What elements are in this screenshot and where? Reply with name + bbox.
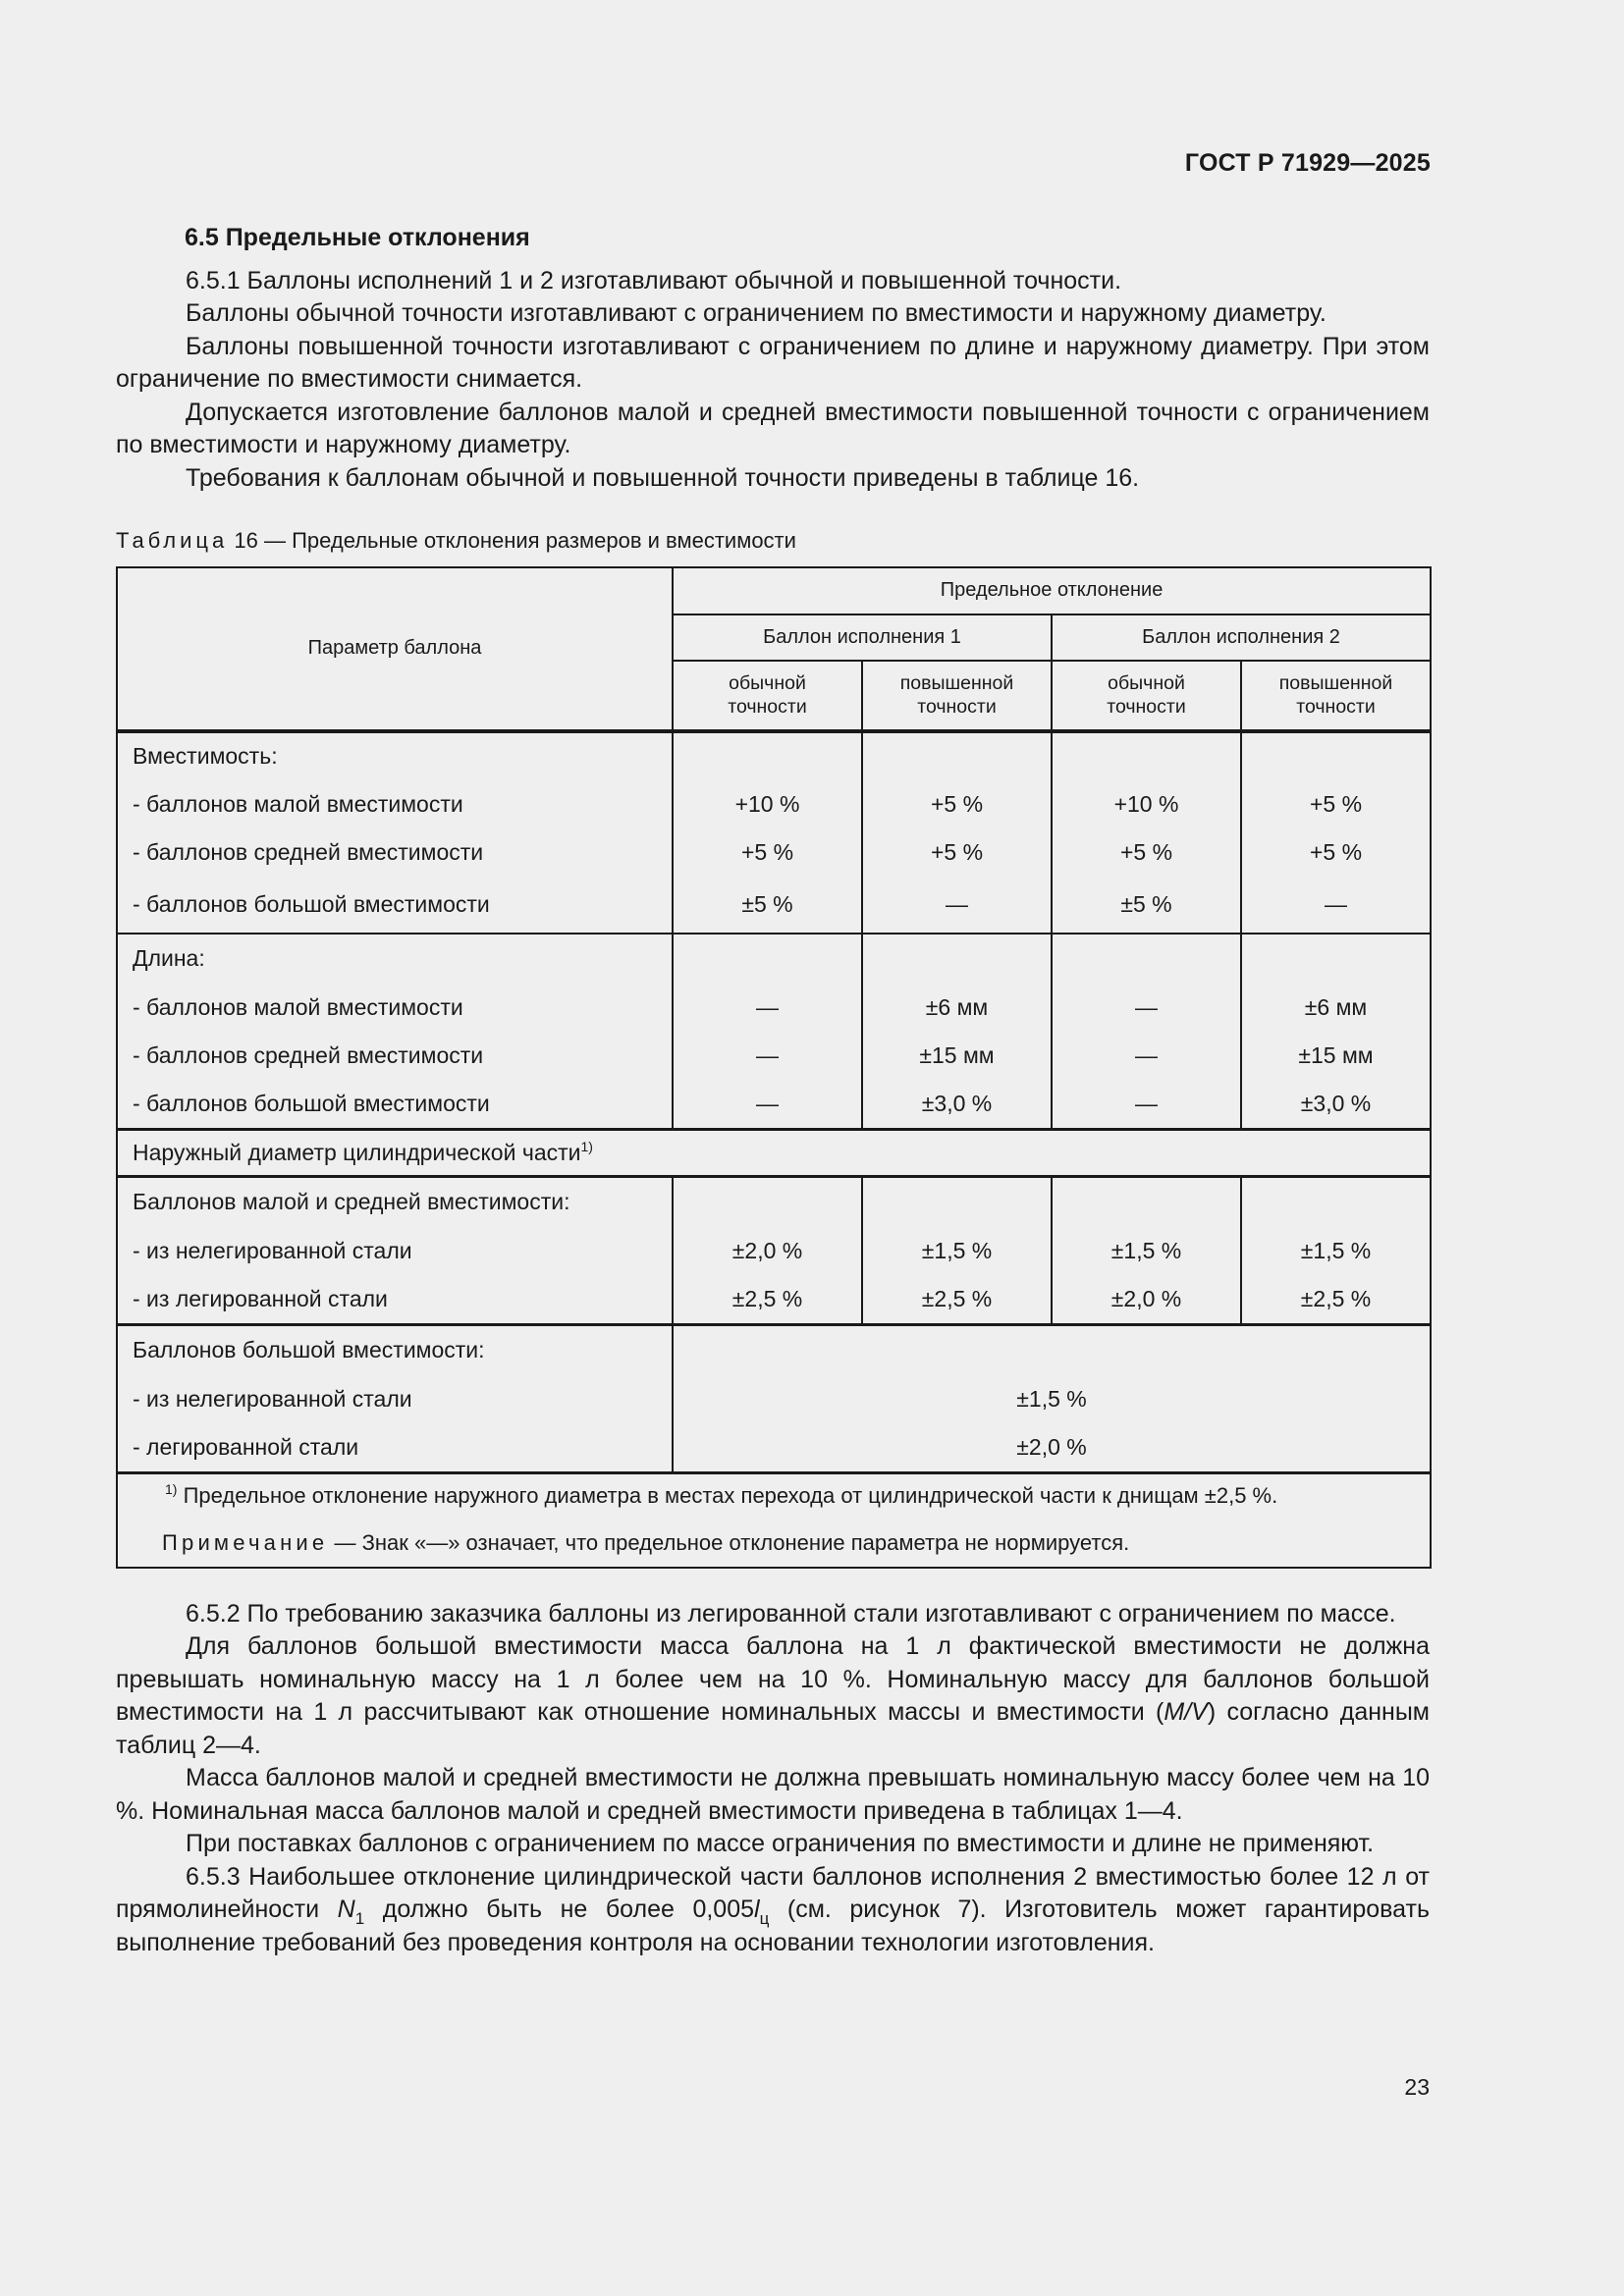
length-col2: ±6 мм ±15 мм ±3,0 % bbox=[862, 934, 1052, 1130]
paragraph: Баллоны повышенной точности изготавливают с ограничением по длине и наружному диаметру. При этом ограничение по вместимости снимается. bbox=[116, 332, 1430, 393]
paragraph: Допускается изготовление баллонов малой и средней вместимости повышенной точности с ограничением по вместимости и наружному диаметру. bbox=[116, 398, 1430, 458]
small-mid-col1: ±2,0 % ±2,5 % bbox=[673, 1176, 862, 1324]
length-col4: ±6 мм ±15 мм ±3,0 % bbox=[1241, 934, 1431, 1130]
capacity-col3: +10 % +5 % ±5 % bbox=[1052, 731, 1241, 934]
small-mid-col2: ±1,5 % ±2,5 % bbox=[862, 1176, 1052, 1324]
header-param: Параметр баллона bbox=[117, 567, 673, 731]
small-mid-col3: ±1,5 % ±2,0 % bbox=[1052, 1176, 1241, 1324]
paragraph: Требования к баллонам обычной и повышенной точности приведены в таблице 16. bbox=[186, 463, 1140, 492]
table-notes bbox=[117, 1472, 1431, 1568]
length-col3: — — — bbox=[1052, 934, 1241, 1130]
header-high-1: повышенной точности bbox=[862, 661, 1052, 731]
section-title: 6.5 Предельные отклонения bbox=[185, 224, 530, 251]
paragraph: При поставках баллонов с ограничением по массе ограничения по вместимости и длине не применяют. bbox=[186, 1830, 1375, 1857]
deviation-table bbox=[116, 566, 1432, 1569]
page-content bbox=[116, 222, 1430, 1959]
capacity-col2: +5 % +5 % — bbox=[862, 731, 1052, 934]
length-col1: — — — bbox=[673, 934, 862, 1130]
capacity-col1: +10 % +5 % ±5 % bbox=[673, 731, 862, 934]
group-capacity: Вместимость: - баллонов малой вместимости - баллонов средней вместимости - баллонов большой вместимости bbox=[117, 731, 673, 934]
header-high-2: повышенной точности bbox=[1241, 661, 1431, 731]
page-number: 23 bbox=[1404, 2074, 1430, 2100]
after-table-text bbox=[116, 1598, 1430, 1960]
header-exec2: Баллон исполнения 2 bbox=[1052, 614, 1431, 661]
small-mid-col4: ±1,5 % ±2,5 % bbox=[1241, 1176, 1431, 1324]
document-code: ГОСТ Р 71929—2025 bbox=[1184, 149, 1431, 177]
paragraph: Для баллонов большой вместимости масса баллона на 1 л фактической вместимости не должна превышать номинальную массу на 1 л более чем на 10 %. Номинальную массу для баллонов большой вместимости на 1 л рассчитывают как отношение номинальных массы и вместимости (M/V) согласно данным таблиц 2—4. bbox=[116, 1632, 1430, 1759]
table-footnote: $^{1)}$ Предельное отклонение наружного диаметра в местах перехода от цилиндрической части к днищам ±2,5 %. bbox=[165, 1480, 1278, 1508]
group-small-mid: Баллонов малой и средней вместимости: - из нелегированной стали - из легированной стали bbox=[117, 1176, 673, 1324]
table-caption bbox=[116, 524, 1430, 558]
large-merged: ±1,5 % ±2,0 % bbox=[673, 1324, 1431, 1472]
header-exec1: Баллон исполнения 1 bbox=[673, 614, 1052, 661]
group-large: Баллонов большой вместимости: - из нелегированной стали - легированной стали bbox=[117, 1324, 673, 1472]
paragraph: Масса баллонов малой и средней вместимости не должна превышать номинальную массу более чем на 10 %. Номинальная масса баллонов малой и средней вместимости приведена в таблицах 1—4. bbox=[116, 1764, 1430, 1825]
group-length: Длина: - баллонов малой вместимости - баллонов средней вместимости - баллонов большой вместимости bbox=[117, 934, 673, 1130]
header-normal-1: обычной точности bbox=[673, 661, 862, 731]
table-caption-prefix: Таблица bbox=[116, 528, 229, 553]
paragraph: 6.5.3 Наибольшее отклонение цилиндрической части баллонов исполнения 2 вместимостью более 12 л от прямолинейности $N_1$ должно быть не более $0,005l_ц$ (см. рисунок 7). Изготовитель может гарантировать выполнение требований без проведения контроля на основании технологии изготовления. bbox=[116, 1862, 1431, 1956]
table-caption-text: 16 — Предельные отклонения размеров и вместимости bbox=[228, 528, 796, 553]
header-limit: Предельное отклонение bbox=[673, 567, 1431, 614]
capacity-col4: +5 % +5 % — bbox=[1241, 731, 1431, 934]
header-normal-2: обычной точности bbox=[1052, 661, 1241, 731]
group-diameter-title: Наружный диаметр цилиндрической части$^{1)}$ bbox=[117, 1129, 1431, 1176]
table-note: Примечание — Знак «—» означает, что предельное отклонение параметра не нормируется. bbox=[162, 1529, 1130, 1555]
paragraph: 6.5.1 Баллоны исполнений 1 и 2 изготавливают обычной и повышенной точности. bbox=[186, 266, 1122, 294]
paragraph: Баллоны обычной точности изготавливают с ограничением по вместимости и наружному диаметру. bbox=[186, 299, 1326, 327]
paragraph: 6.5.2 По требованию заказчика баллоны из легированной стали изготавливают с ограничением по массе. bbox=[186, 1599, 1396, 1628]
